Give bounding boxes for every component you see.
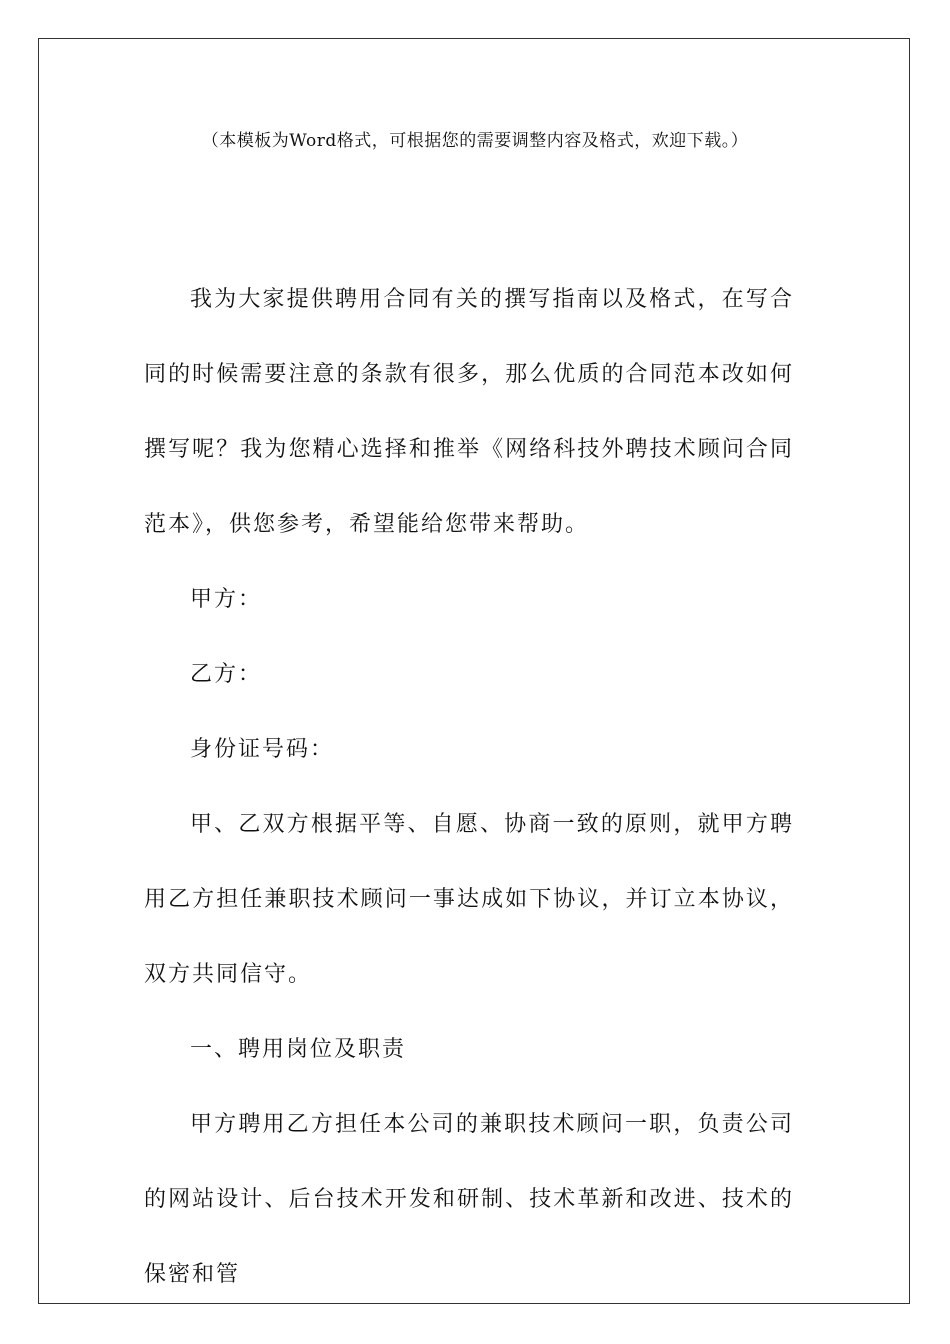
party-a-line: 甲方： — [190, 587, 263, 612]
agreement-paragraph: 甲、乙双方根据平等、自愿、协商一致的原则，就甲方聘用乙方担任兼职技术顾问一事达成如下协议，并订立本协议，双方共同信守。 — [144, 812, 794, 987]
intro-paragraph: 我为大家提供聘用合同有关的撰写指南以及格式，在写合同的时候需要注意的条款有很多，那么优质的合同范本改如何撰写呢？我为您精心选择和推举《网络科技外聘技术顾问合同范本》，供您参考，希望能给您带来帮助。 — [144, 287, 794, 537]
document-body — [144, 262, 794, 1312]
duties-paragraph: 甲方聘用乙方担任本公司的兼职技术顾问一职，负责公司的网站设计、后台技术开发和研制、技术革新和改进、技术的保密和管 — [144, 1112, 794, 1287]
id-number-line: 身份证号码： — [190, 737, 335, 762]
section-heading: 一、聘用岗位及职责 — [190, 1037, 407, 1062]
party-b-line: 乙方： — [190, 662, 263, 687]
template-note: （本模板为Word格式，可根据您的需要调整内容及格式，欢迎下载。） — [201, 131, 749, 151]
